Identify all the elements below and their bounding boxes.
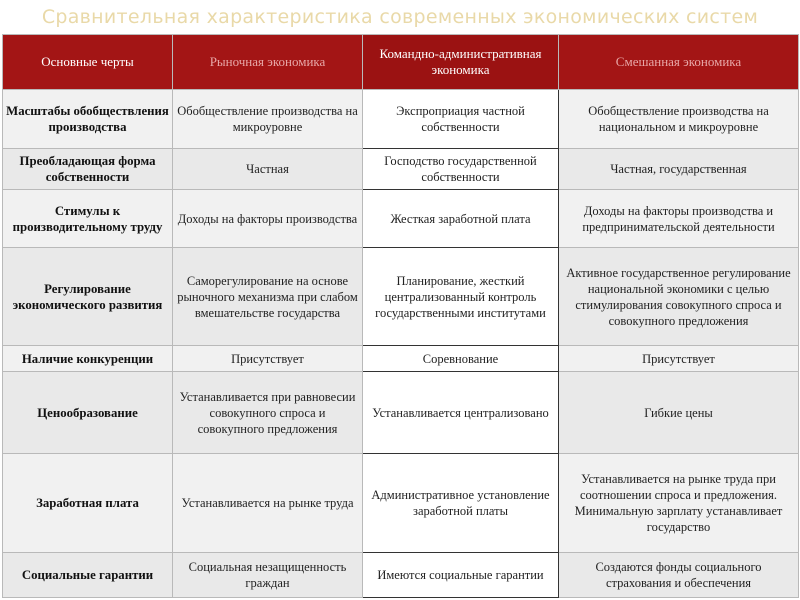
cell-command: Соревнование — [363, 346, 559, 372]
cell-market: Частная — [173, 148, 363, 189]
row-feature: Масштабы обобществления производства — [3, 90, 173, 149]
row-feature: Ценообразование — [3, 372, 173, 453]
table-row — [3, 148, 799, 189]
header-features: Основные черты — [3, 35, 173, 90]
cell-market: Устанавливается на рынке труда — [173, 453, 363, 553]
cell-mixed: Частная, государственная — [559, 148, 799, 189]
row-feature: Наличие конкуренции — [3, 346, 173, 372]
cell-market: Доходы на факторы производства — [173, 189, 363, 248]
cell-mixed: Гибкие цены — [559, 372, 799, 453]
table-header-row — [3, 35, 799, 90]
cell-market: Обобществление производства на микроуровне — [173, 90, 363, 149]
comparison-table — [2, 34, 799, 598]
cell-command: Устанавливается централизовано — [363, 372, 559, 453]
row-feature: Стимулы к производительному труду — [3, 189, 173, 248]
table-row — [3, 248, 799, 346]
cell-command: Господство государственной собственности — [363, 148, 559, 189]
table-row — [3, 553, 799, 598]
row-feature: Преобладающая форма собственности — [3, 148, 173, 189]
cell-market: Саморегулирование на основе рыночного механизма при слабом вмешательстве государства — [173, 248, 363, 346]
row-feature: Социальные гарантии — [3, 553, 173, 598]
cell-command: Жесткая заработной плата — [363, 189, 559, 248]
cell-mixed: Устанавливается на рынке труда при соотношении спроса и предложения. Минимальную зарплату устанавливает государство — [559, 453, 799, 553]
cell-market: Устанавливается при равновесии совокупного спроса и совокупного предложения — [173, 372, 363, 453]
table-row — [3, 90, 799, 149]
cell-command: Экспроприация частной собственности — [363, 90, 559, 149]
header-mixed: Смешанная экономика — [559, 35, 799, 90]
cell-mixed: Присутствует — [559, 346, 799, 372]
cell-command: Имеются социальные гарантии — [363, 553, 559, 598]
slide-title — [0, 0, 800, 34]
slide-title-text: Сравнительная характеристика современных экономических систем — [41, 6, 759, 28]
row-feature: Заработная плата — [3, 453, 173, 553]
header-market: Рыночная экономика — [173, 35, 363, 90]
cell-market: Присутствует — [173, 346, 363, 372]
cell-mixed: Доходы на факторы производства и предпринимательской деятельности — [559, 189, 799, 248]
cell-command: Административное установление заработной платы — [363, 453, 559, 553]
cell-mixed: Активное государственное регулирование национальной экономики с целью стимулирования совокупного спроса и совокупного предложения — [559, 248, 799, 346]
cell-mixed: Создаются фонды социального страхования и обеспечения — [559, 553, 799, 598]
cell-command: Планирование, жесткий централизованный контроль государственными институтами — [363, 248, 559, 346]
header-command: Командно-административная экономика — [363, 35, 559, 90]
cell-mixed: Обобществление производства на национальном и микроуровне — [559, 90, 799, 149]
table-row — [3, 372, 799, 453]
table-row — [3, 346, 799, 372]
row-feature: Регулирование экономического развития — [3, 248, 173, 346]
cell-market: Социальная незащищенность граждан — [173, 553, 363, 598]
table-row — [3, 189, 799, 248]
table-row — [3, 453, 799, 553]
